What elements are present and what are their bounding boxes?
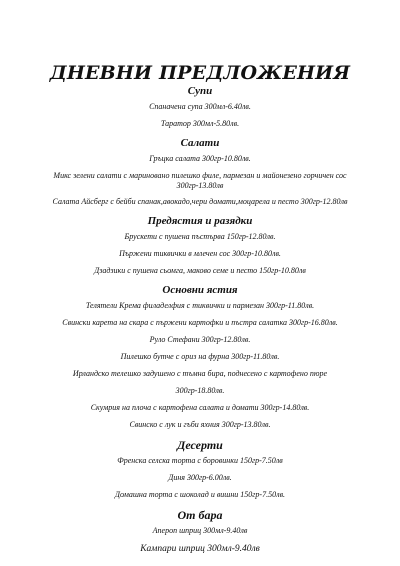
- section-desserts: [0, 437, 400, 500]
- section-heading: Десерти: [177, 438, 223, 452]
- section-heading: Предястия и разядки: [147, 215, 253, 227]
- section-main-courses: [0, 283, 400, 430]
- menu-item: Дзадзики с пушена сьомга, маково семе и песто 150гр-10.80лв: [94, 266, 306, 275]
- menu-body: [0, 84, 400, 562]
- section-heading: Салати: [180, 137, 220, 149]
- menu-item: Салата Айсберг с бейби спанак,авокадо,чери домати,моцарела и песто 300гр-12.80лв: [52, 197, 348, 206]
- menu-item: Пилешко бутче с ориз на фурна 300гр-11.80лв.: [120, 352, 280, 361]
- menu-item: Брускети с пушена пъстърва 150гр-12.80лв.: [124, 232, 276, 241]
- menu-item: Скумрия на плоча с картофена салата и домати 300гр-14.80лв.: [90, 403, 310, 412]
- section-heading: Основни ястия: [162, 284, 238, 296]
- menu-item: Руло Стефани 300гр-12.80лв.: [149, 335, 251, 344]
- menu-item: Гръцка салата 300гр-10.80лв.: [149, 154, 251, 163]
- page-title: ДНЕВНИ ПРЕДЛОЖЕНИЯ: [49, 62, 351, 84]
- menu-item: Телятели Крема филаделфия с тиквички и пармезан 300гр-11.80лв.: [85, 301, 315, 310]
- section-heading: Супи: [187, 85, 213, 97]
- section-appetizers: [0, 214, 400, 276]
- menu-item: Пържени тиквички в млечен сос 300гр-10.80лв.: [119, 249, 281, 258]
- menu-item: Таратор 300мл-5.80лв.: [160, 119, 240, 128]
- menu-item: Свинско с лук и гъби яхния 300гр-13.80лв.: [129, 420, 271, 429]
- menu-item: Ирландско телешко задушено с тъмна бира, поднесено с картофено пюре: [72, 369, 328, 378]
- menu-item: Френска селска торта с боровинки 150гр-7.50лв: [117, 456, 283, 465]
- section-soups: [0, 84, 400, 129]
- menu-item: Кампари шприц 300мл-9.40лв: [140, 544, 260, 554]
- menu-item: Свински карета на скара с пържени картофки и пъстра салатка 300гр-16.80лв.: [62, 318, 338, 327]
- section-salads: [0, 136, 400, 207]
- section-heading: От бара: [177, 508, 223, 522]
- menu-item: Диня 300гр-6.00лв.: [168, 473, 232, 482]
- menu-item: Микс зелени салати с мариновано пилешко филе, пармезан и майонезено горчичен сос 300гр-13.80лв: [53, 171, 347, 190]
- menu-item: Апероп шприц 300мл-9.40лв: [152, 526, 248, 535]
- menu-item: 300гр-18.80лв.: [175, 386, 225, 395]
- menu-item: Домашна торта с шоколад и вишни 150гр-7.50лв.: [114, 490, 286, 499]
- section-bar: [0, 507, 400, 555]
- menu-item: Спаначена супа 300мл-6.40лв.: [149, 102, 251, 111]
